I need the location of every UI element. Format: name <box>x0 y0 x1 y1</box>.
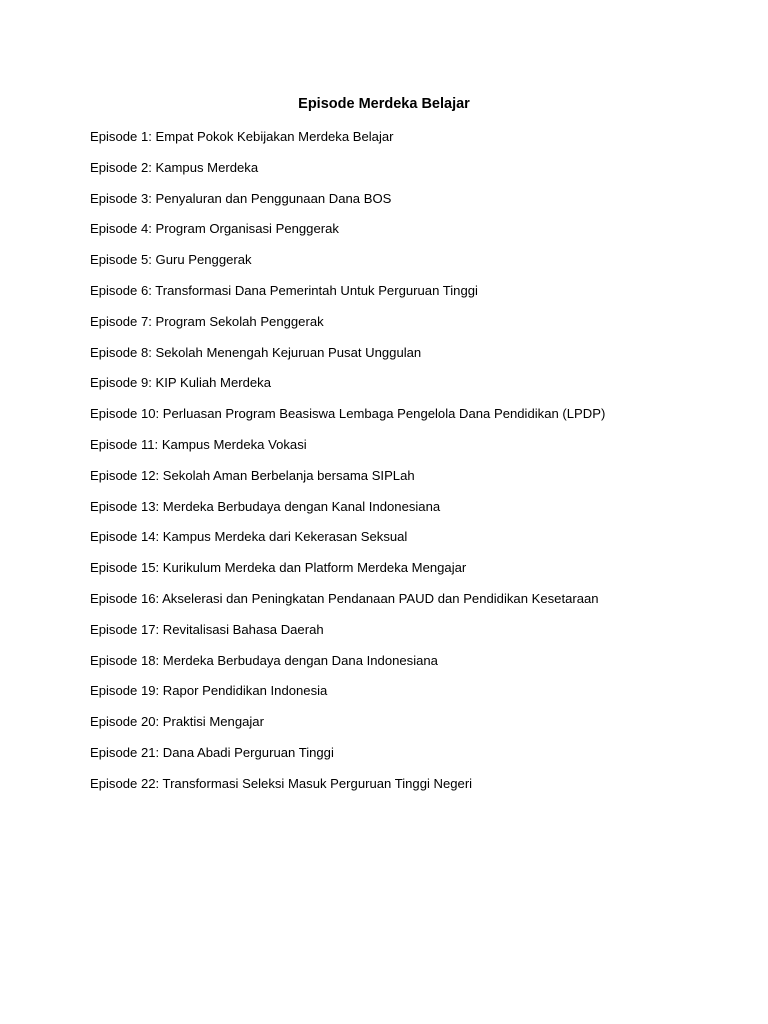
episode-item: Episode 20: Praktisi Mengajar <box>90 714 264 730</box>
episode-item: Episode 15: Kurikulum Merdeka dan Platform Merdeka Mengajar <box>90 560 467 576</box>
episode-item: Episode 21: Dana Abadi Perguruan Tinggi <box>90 744 334 760</box>
episode-item: Episode 9: KIP Kuliah Merdeka <box>90 375 271 391</box>
episode-item: Episode 1: Empat Pokok Kebijakan Merdeka Belajar <box>90 129 394 144</box>
episode-item: Episode 13: Merdeka Berbudaya dengan Kanal Indonesiana <box>90 498 441 514</box>
episode-item: Episode 19: Rapor Pendidikan Indonesia <box>90 683 328 699</box>
episode-item: Episode 22: Transformasi Seleksi Masuk Perguruan Tinggi Negeri <box>90 775 473 791</box>
episode-item: Episode 10: Perluasan Program Beasiswa Lembaga Pengelola Dana Pendidikan (LPDP) <box>90 406 606 422</box>
episode-item: Episode 5: Guru Penggerak <box>90 252 252 268</box>
episode-item: Episode 4: Program Organisasi Penggerak <box>90 221 339 237</box>
episode-item: Episode 2: Kampus Merdeka <box>90 159 259 175</box>
episode-item: Episode 14: Kampus Merdeka dari Kekerasan Seksual <box>90 529 408 545</box>
document-title: Episode Merdeka Belajar <box>298 96 470 112</box>
episode-item: Episode 6: Transformasi Dana Pemerintah Untuk Perguruan Tinggi <box>90 282 478 298</box>
episode-item: Episode 12: Sekolah Aman Berbelanja bersama SIPLah <box>90 467 415 483</box>
episode-item: Episode 8: Sekolah Menengah Kejuruan Pusat Unggulan <box>90 344 422 360</box>
episode-item: Episode 18: Merdeka Berbudaya dengan Dana Indonesiana <box>90 652 438 668</box>
episode-item: Episode 3: Penyaluran dan Penggunaan Dana BOS <box>90 190 392 206</box>
episode-item: Episode 7: Program Sekolah Penggerak <box>90 313 324 329</box>
episode-item: Episode 16: Akselerasi dan Peningkatan Pendanaan PAUD dan Pendidikan Kesetaraan <box>90 590 599 606</box>
episode-list <box>90 127 730 805</box>
episode-item: Episode 11: Kampus Merdeka Vokasi <box>90 436 307 452</box>
episode-item: Episode 17: Revitalisasi Bahasa Daerah <box>90 621 324 637</box>
